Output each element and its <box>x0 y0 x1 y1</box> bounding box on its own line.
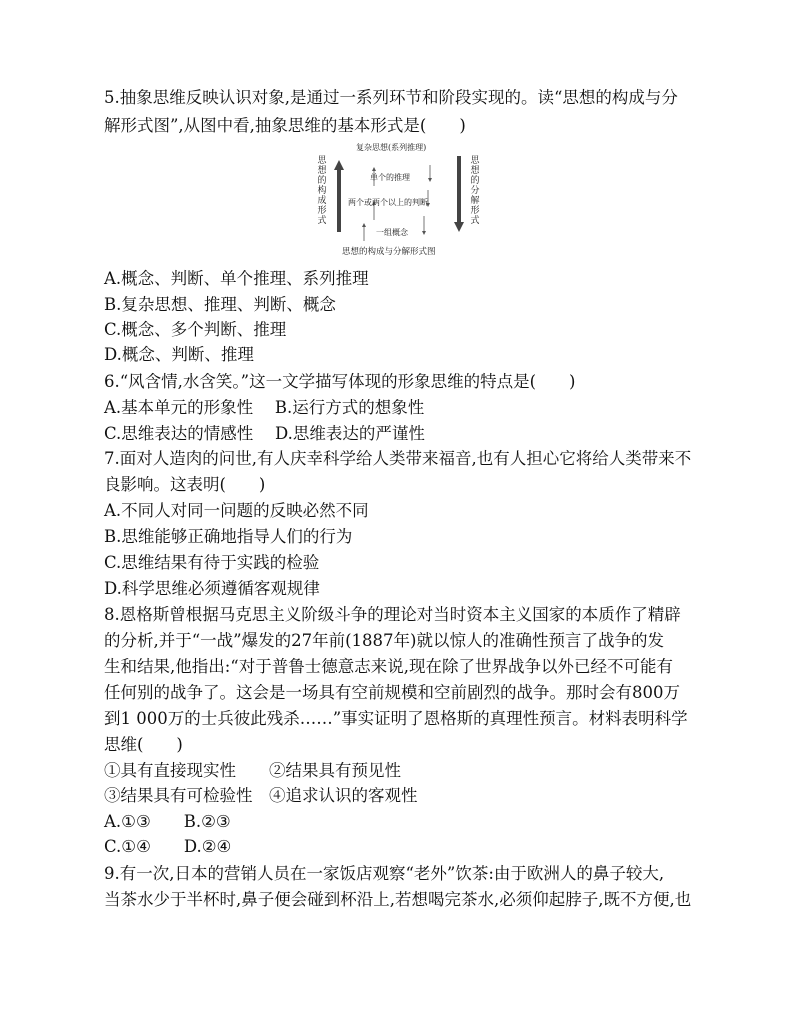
q5-option-b: B.复杂思想、推理、判断、概念 <box>104 295 336 314</box>
diagram-left-vertical-label: 思想的构成形式 <box>317 156 327 226</box>
q5-option-a: A.概念、判断、单个推理、系列推理 <box>104 269 369 288</box>
q5-line2: 解形式图”,从图中看,抽象思维的基本形式是( ) <box>104 116 466 135</box>
q6-options-ab: A.基本单元的形象性 B.运行方式的想象性 <box>104 398 425 417</box>
down-arrow-icon <box>454 156 464 232</box>
q8-stem-line1: 8.恩格斯曾根据马克思主义阶级斗争的理论对当时资本主义国家的本质作了精辟 <box>104 605 681 624</box>
q5-option-c: C.概念、多个判断、推理 <box>104 320 287 339</box>
q9-stem-line1: 9.有一次,日本的营销人员在一家饭店观察“老外”饮茶:由于欧洲人的鼻子较大, <box>104 864 665 883</box>
q5-option-d: D.概念、判断、推理 <box>104 345 254 364</box>
q7-stem-line2: 良影响。这表明( ) <box>104 475 266 494</box>
q7-option-c: C.思维结果有待于实践的检验 <box>104 553 320 572</box>
diagram-bottom-label: 一组概念 <box>376 228 408 237</box>
diagram-level3-label: 两个或两个以上的判断 <box>348 198 428 207</box>
q5-line1: 5.抽象思维反映认识对象,是通过一系列环节和阶段实现的。读“思想的构成与分 <box>104 88 678 107</box>
q8-stem-line5: 到1 000万的士兵彼此残杀……”事实证明了恩格斯的真理性预言。材料表明科学 <box>104 709 688 728</box>
up-arrow-icon <box>334 160 344 232</box>
q7-option-a: A.不同人对同一问题的反映必然不同 <box>104 501 369 520</box>
q7-option-b: B.思维能够正确地指导人们的行为 <box>104 527 353 546</box>
thought-structure-diagram <box>312 143 492 260</box>
diagram-caption: 思想的构成与分解形式图 <box>342 247 436 257</box>
diagram-top-label: 复杂思想(系列推理) <box>356 143 427 152</box>
q7-stem-line1: 7.面对人造肉的问世,有人庆幸科学给人类带来福音,也有人担心它将给人类带来不 <box>104 449 692 468</box>
q8-options-ab: A.①③ B.②③ <box>104 812 231 831</box>
q7-option-d: D.科学思维必须遵循客观规律 <box>104 579 320 598</box>
q8-stem-line2: 的分析,并于“一战”爆发的27年前(1887年)就以惊人的准确性预言了战争的发 <box>104 631 664 650</box>
q6-stem: 6.“风含情,水含笑。”这一文学描写体现的形象思维的特点是( ) <box>104 372 576 391</box>
q8-items-12: ①具有直接现实性 ②结果具有预见性 <box>104 761 401 780</box>
q8-stem-line4: 任何别的战争了。这会是一场具有空前规模和空前剧烈的战争。那时会有800万 <box>104 683 680 702</box>
q8-stem-line6: 思维( ) <box>104 735 183 754</box>
q9-stem-line2: 当茶水少于半杯时,鼻子便会碰到杯沿上,若想喝完茶水,必须仰起脖子,既不方便,也 <box>104 890 692 909</box>
diagram-right-vertical-label: 思想的分解形式 <box>470 156 480 226</box>
q8-options-cd: C.①④ D.②④ <box>104 837 232 856</box>
q8-stem-line3: 生和结果,他指出:“对于普鲁士德意志来说,现在除了世界战争以外已经不可能有 <box>104 657 673 676</box>
q8-items-34: ③结果具有可检验性 ④追求认识的客观性 <box>104 786 418 805</box>
diagram-level2-label: 单个的推理 <box>370 173 410 182</box>
q6-options-cd: C.思维表达的情感性 D.思维表达的严谨性 <box>104 424 425 443</box>
